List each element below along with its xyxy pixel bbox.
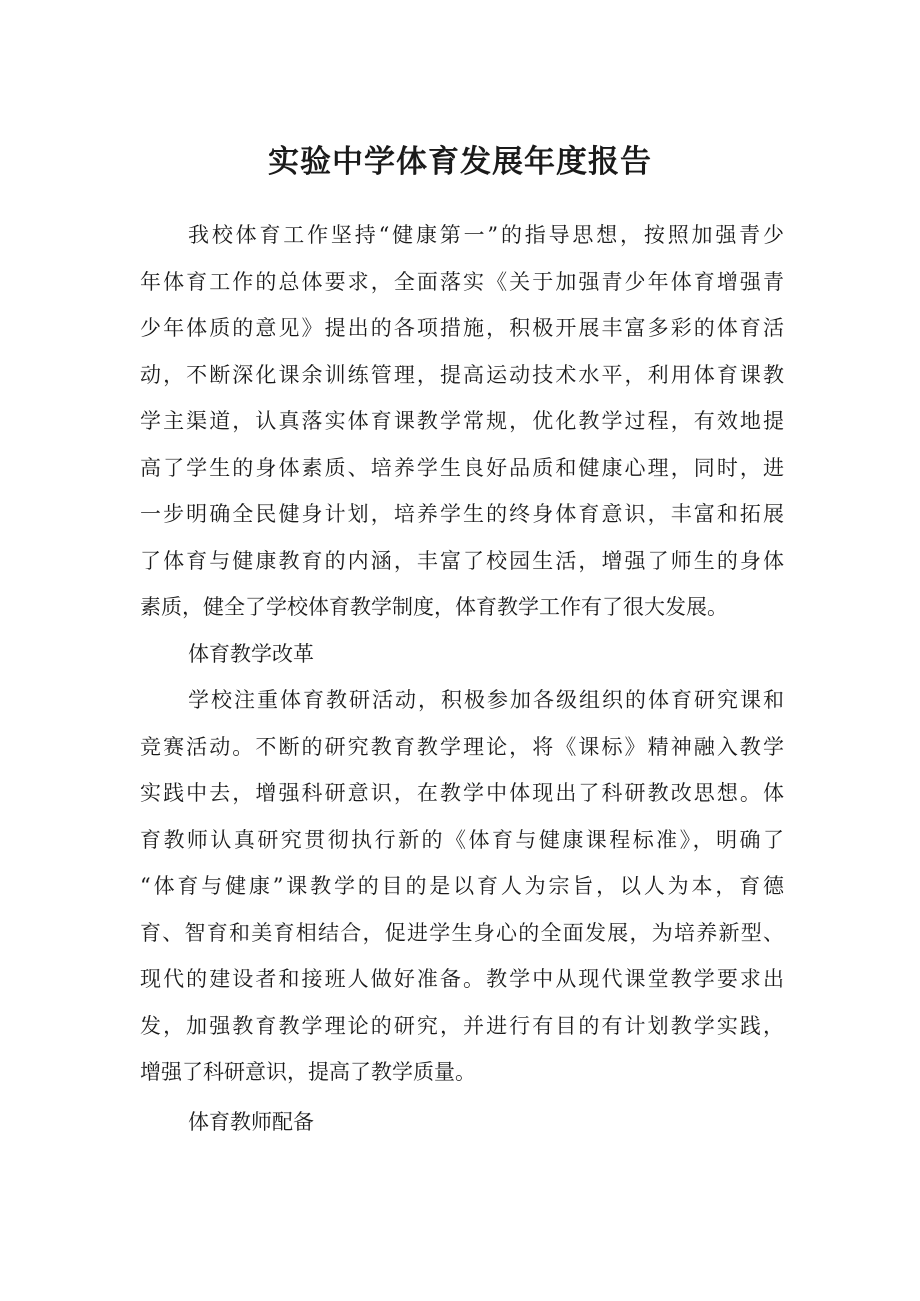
text-line: 我校体育工作坚持“健康第一”的指导思想，按照加强青少 bbox=[188, 223, 784, 247]
paragraph-teaching-reform bbox=[140, 677, 784, 1096]
text-line: 了体育与健康教育的内涵，丰富了校园生活，增强了师生的身体 bbox=[140, 548, 784, 573]
paragraph-intro bbox=[140, 212, 784, 631]
section-heading-teacher-staffing: 体育教师配备 bbox=[188, 1109, 314, 1134]
document-title: 实验中学体育发展年度报告 bbox=[268, 144, 652, 180]
text-line: 学主渠道，认真落实体育课教学常规，优化教学过程，有效地提 bbox=[140, 409, 784, 433]
text-line: 少年体质的意见》提出的各项措施，积极开展丰富多彩的体育活 bbox=[140, 316, 784, 340]
text-line: 素质，健全了学校体育教学制度，体育教学工作有了很大发展。 bbox=[140, 595, 728, 619]
text-line: 增强了科研意识，提高了教学质量。 bbox=[140, 1060, 476, 1084]
text-line: 育、智育和美育相结合，促进学生身心的全面发展，为培养新型、 bbox=[140, 920, 784, 945]
document-body bbox=[140, 212, 784, 1145]
text-line: 学校注重体育教研活动，积极参加各级组织的体育研究课和 bbox=[188, 688, 784, 712]
text-line: 高了学生的身体素质、培养学生良好品质和健康心理，同时，进 bbox=[140, 455, 784, 480]
text-line: 一步明确全民健身计划，培养学生的终身体育意识，丰富和拓展 bbox=[140, 502, 784, 526]
text-line: 竞赛活动。不断的研究教育教学理论，将《课标》精神融入教学 bbox=[140, 734, 784, 759]
text-line: 发，加强教育教学理论的研究，并进行有目的有计划教学实践， bbox=[140, 1013, 784, 1038]
text-line: 实践中去，增强科研意识，在教学中体现出了科研教改思想。体 bbox=[140, 781, 784, 805]
text-line: 现代的建设者和接班人做好准备。教学中从现代课堂教学要求出 bbox=[140, 967, 784, 991]
text-line: 育教师认真研究贯彻执行新的《体育与健康课程标准》，明确了 bbox=[140, 827, 784, 852]
text-line: “体育与健康”课教学的目的是以育人为宗旨，以人为本，育德 bbox=[140, 874, 784, 898]
text-line: 动，不断深化课余训练管理，提高运动技术水平，利用体育课教 bbox=[140, 362, 784, 387]
text-line: 年体育工作的总体要求，全面落实《关于加强青少年体育增强青 bbox=[140, 269, 784, 294]
section-heading-teaching-reform: 体育教学改革 bbox=[188, 641, 314, 666]
